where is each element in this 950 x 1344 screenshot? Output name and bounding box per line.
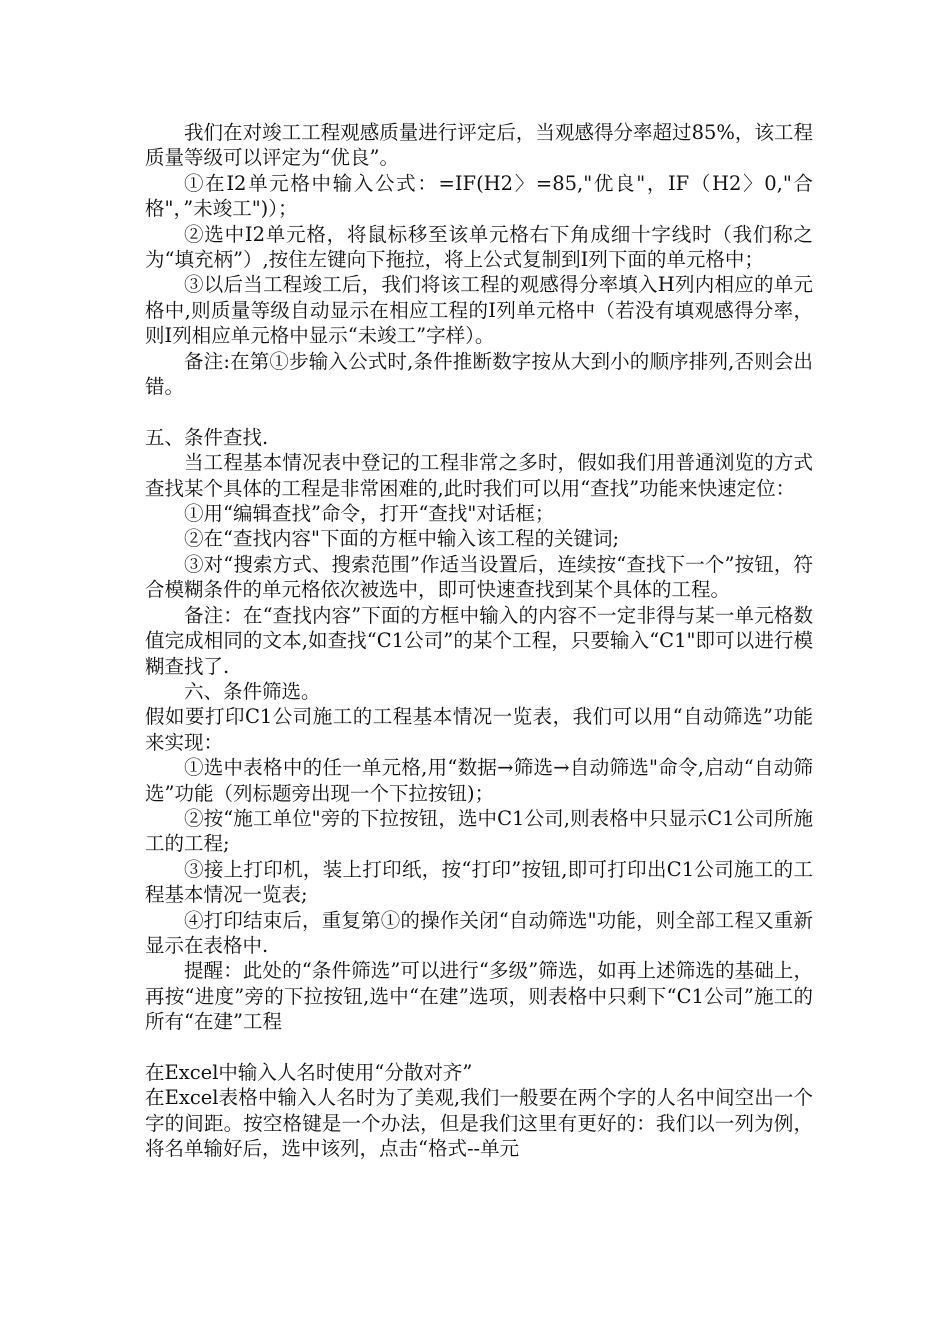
section-heading: 五、条件查找. (145, 425, 269, 449)
paragraph: 我们在对竣工工程观感质量进行评定后，当观感得分率超过85%，该工程质量等级可以评定为“优良”。 (145, 121, 813, 170)
paragraph: ①选中表格中的任一单元格,用“数据→筛选→自动筛选"命令,启动“自动筛选”功能（列标题旁出现一个下拉按钮)； (145, 756, 813, 805)
document-body (145, 120, 813, 1162)
paragraph: ①用“编辑查找”命令，打开“查找"对话框； (184, 502, 555, 526)
blank-line (145, 1035, 813, 1060)
paragraph: 假如要打印C1公司施工的工程基本情况一览表，我们可以用“自动筛选”功能来实现： (145, 705, 813, 754)
blank-line (145, 399, 813, 424)
paragraph: 当工程基本情况表中登记的工程非常之多时，假如我们用普通浏览的方式查找某个具体的工程是非常困难的,此时我们可以用“查找”功能来快速定位： (145, 451, 813, 500)
section-heading: 在Excel中输入人名时使用“分散对齐” (145, 1061, 473, 1084)
paragraph: ④打印结束后，重复第①的操作关闭“自动筛选"功能，则全部工程又重新显示在表格中. (145, 908, 813, 957)
paragraph: ③接上打印机，装上打印纸，按“打印”按钮,即可打印出C1公司施工的工程基本情况一览表; (145, 857, 813, 907)
paragraph: 提醒：此处的“条件筛选”可以进行“多级”筛选，如再上述筛选的基础上，再按“进度”旁的下拉按钮,选中“在建”选项，则表格中只剩下“C1公司”施工的所有“在建”工程 (145, 959, 813, 1034)
paragraph: 备注:在第①步输入公式时,条件推断数字按从大到小的顺序排列,否则会出错。 (145, 349, 813, 399)
paragraph: 在Excel表格中输入人名时为了美观,我们一般要在两个字的人名中间空出一个字的间距。按空格键是一个办法，但是我们这里有更好的：我们以一列为例，将名单输好后，选中该列，点击“格式--单元 (145, 1086, 813, 1161)
paragraph: ②选中I2单元格，将鼠标移至该单元格右下角成细十字线时（我们称之为“填充柄”）,按住左键向下拖拉，将上公式复制到I列下面的单元格中； (145, 222, 813, 272)
paragraph: 备注：在“查找内容”下面的方框中输入的内容不一定非得与某一单元格数值完成相同的文本,如查找“C1公司”的某个工程，只要输入“C1"即可以进行模糊查找了. (145, 603, 813, 678)
paragraph: ③以后当工程竣工后，我们将该工程的观感得分率填入H列内相应的单元格中,则质量等级自动显示在相应工程的I列单元格中（若没有填观感得分率，则I列相应单元格中显示“未竣工”字样）。 (145, 273, 813, 348)
paragraph: ③对“搜索方式、搜索范围”作适当设置后，连续按“查找下一个”按钮，符合模糊条件的单元格依次被选中，即可快速查找到某个具体的工程。 (145, 552, 813, 602)
paragraph: ①在I2单元格中输入公式：=IF(H2〉=85,"优良"，IF（H2〉0,"合格"，”未竣工")）； (145, 171, 813, 221)
section-heading: 六、条件筛选。 (184, 679, 321, 703)
paragraph: ②按“施工单位"旁的下拉按钮，选中C1公司,则表格中只显示C1公司所施工的工程; (145, 806, 813, 856)
paragraph: ②在“查找内容"下面的方框中输入该工程的关键词; (184, 527, 620, 551)
